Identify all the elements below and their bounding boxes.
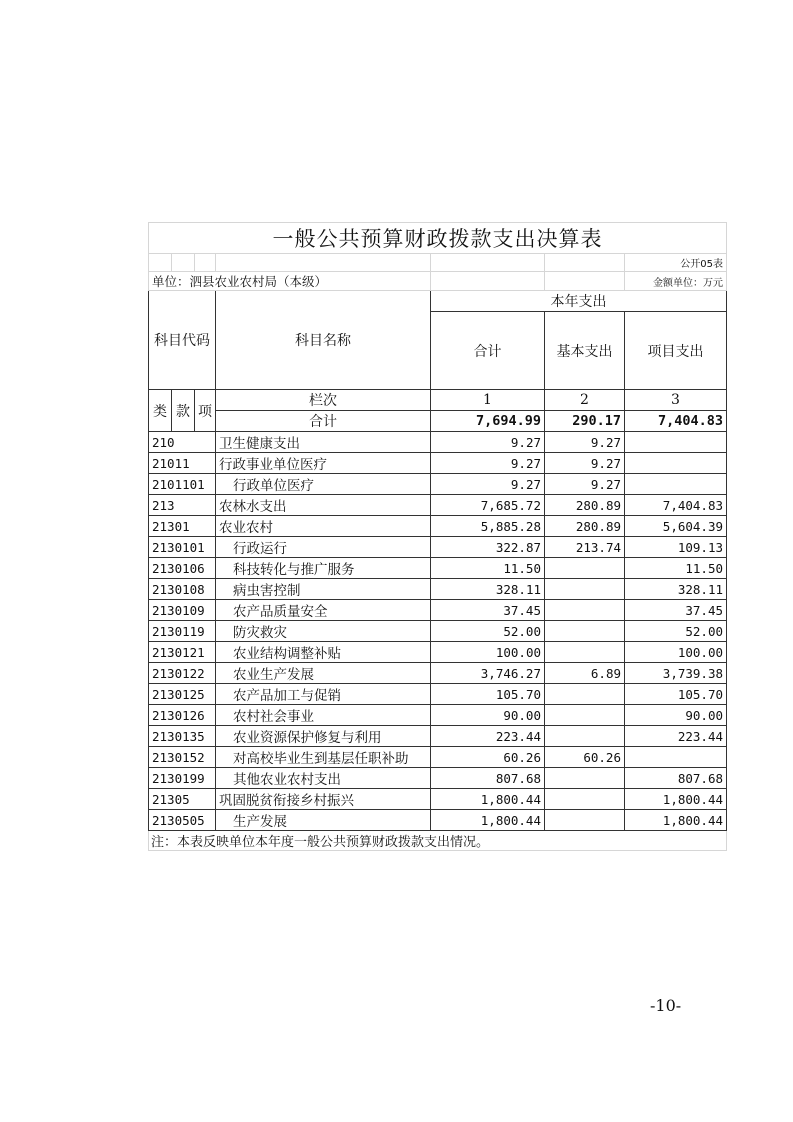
- row-name: 农林水支出: [216, 495, 431, 516]
- row-code: 21305: [149, 789, 216, 810]
- current-year-header: 本年支出: [431, 291, 727, 312]
- table-note: 注：本表反映单位本年度一般公共预算财政拨款支出情况。: [149, 831, 727, 851]
- row-basic: [545, 600, 625, 621]
- row-basic: [545, 705, 625, 726]
- row-code: 2130135: [149, 726, 216, 747]
- row-project: [625, 747, 727, 768]
- sum-label: 合计: [216, 411, 431, 432]
- row-project: 1,800.44: [625, 810, 727, 831]
- row-name: 病虫害控制: [216, 579, 431, 600]
- row-code: 2130119: [149, 621, 216, 642]
- row-total: 807.68: [431, 768, 545, 789]
- table-row: [149, 726, 727, 747]
- row-name: 农业资源保护修复与利用: [216, 726, 431, 747]
- row-project: 100.00: [625, 642, 727, 663]
- row-basic: [545, 642, 625, 663]
- basic-header: 基本支出: [545, 312, 625, 390]
- table-row: [149, 432, 727, 453]
- expenditure-table: [148, 222, 727, 851]
- row-name: 卫生健康支出: [216, 432, 431, 453]
- table-row: [149, 684, 727, 705]
- row-basic: [545, 768, 625, 789]
- table-row: [149, 558, 727, 579]
- row-basic: 60.26: [545, 747, 625, 768]
- column-3: 3: [625, 390, 727, 411]
- row-total: 223.44: [431, 726, 545, 747]
- row-name: 农产品质量安全: [216, 600, 431, 621]
- row-code: 21301: [149, 516, 216, 537]
- row-basic: 9.27: [545, 453, 625, 474]
- row-project: 90.00: [625, 705, 727, 726]
- row-total: 9.27: [431, 474, 545, 495]
- row-basic: 213.74: [545, 537, 625, 558]
- row-total: 1,800.44: [431, 810, 545, 831]
- row-code: 2130108: [149, 579, 216, 600]
- row-basic: 9.27: [545, 432, 625, 453]
- column-1: 1: [431, 390, 545, 411]
- row-name: 农产品加工与促销: [216, 684, 431, 705]
- row-basic: 280.89: [545, 516, 625, 537]
- row-basic: [545, 621, 625, 642]
- row-basic: 9.27: [545, 474, 625, 495]
- row-code: 210: [149, 432, 216, 453]
- table-row: [149, 537, 727, 558]
- row-project: 3,739.38: [625, 663, 727, 684]
- lei-header: 类: [149, 390, 172, 432]
- row-project: 109.13: [625, 537, 727, 558]
- row-name: 生产发展: [216, 810, 431, 831]
- row-total: 52.00: [431, 621, 545, 642]
- row-basic: [545, 726, 625, 747]
- row-project: [625, 432, 727, 453]
- xiang-header: 项: [195, 390, 216, 432]
- table-row: [149, 621, 727, 642]
- row-project: 1,800.44: [625, 789, 727, 810]
- project-header: 项目支出: [625, 312, 727, 390]
- row-project: 52.00: [625, 621, 727, 642]
- row-code: 2130106: [149, 558, 216, 579]
- row-total: 5,885.28: [431, 516, 545, 537]
- table-row: [149, 474, 727, 495]
- row-project: [625, 474, 727, 495]
- row-name: 行政运行: [216, 537, 431, 558]
- row-project: 11.50: [625, 558, 727, 579]
- row-basic: [545, 789, 625, 810]
- row-basic: 6.89: [545, 663, 625, 684]
- row-code: 2130126: [149, 705, 216, 726]
- row-code: 21011: [149, 453, 216, 474]
- row-total: 60.26: [431, 747, 545, 768]
- row-total: 100.00: [431, 642, 545, 663]
- table-row: [149, 453, 727, 474]
- row-name: 农村社会事业: [216, 705, 431, 726]
- row-name: 行政单位医疗: [216, 474, 431, 495]
- table-row: [149, 747, 727, 768]
- kuan-header: 款: [172, 390, 195, 432]
- row-code: 213: [149, 495, 216, 516]
- row-total: 90.00: [431, 705, 545, 726]
- unit-label: 单位：泗县农业农村局（本级）: [149, 272, 431, 291]
- total-header: 合计: [431, 312, 545, 390]
- row-total: 11.50: [431, 558, 545, 579]
- row-name: 农业结构调整补贴: [216, 642, 431, 663]
- row-name: 农业农村: [216, 516, 431, 537]
- row-code: 2130505: [149, 810, 216, 831]
- row-basic: [545, 558, 625, 579]
- table-row: [149, 663, 727, 684]
- table-row: [149, 579, 727, 600]
- table-row: [149, 642, 727, 663]
- table-row: [149, 810, 727, 831]
- row-total: 328.11: [431, 579, 545, 600]
- row-code: 2130122: [149, 663, 216, 684]
- table-row: [149, 600, 727, 621]
- form-number: 公开05表: [625, 254, 727, 272]
- row-name: 巩固脱贫衔接乡村振兴: [216, 789, 431, 810]
- column-no-label: 栏次: [216, 390, 431, 411]
- sum-project: 7,404.83: [625, 411, 727, 432]
- sum-total: 7,694.99: [431, 411, 545, 432]
- row-basic: [545, 579, 625, 600]
- amount-unit: 金额单位：万元: [625, 272, 727, 291]
- subject-code-header: 科目代码: [149, 291, 216, 390]
- page-number: -10-: [650, 996, 682, 1015]
- row-code: 2130121: [149, 642, 216, 663]
- row-total: 1,800.44: [431, 789, 545, 810]
- sum-basic: 290.17: [545, 411, 625, 432]
- row-project: 223.44: [625, 726, 727, 747]
- table-row: [149, 516, 727, 537]
- row-project: 5,604.39: [625, 516, 727, 537]
- row-code: 2101101: [149, 474, 216, 495]
- row-name: 农业生产发展: [216, 663, 431, 684]
- row-basic: [545, 684, 625, 705]
- column-2: 2: [545, 390, 625, 411]
- row-code: 2130101: [149, 537, 216, 558]
- row-total: 9.27: [431, 432, 545, 453]
- row-project: 7,404.83: [625, 495, 727, 516]
- row-name: 其他农业农村支出: [216, 768, 431, 789]
- table-row: [149, 768, 727, 789]
- subject-name-header: 科目名称: [216, 291, 431, 390]
- row-code: 2130199: [149, 768, 216, 789]
- row-project: [625, 453, 727, 474]
- table-row: [149, 495, 727, 516]
- row-total: 3,746.27: [431, 663, 545, 684]
- row-name: 防灾救灾: [216, 621, 431, 642]
- table-title: 一般公共预算财政拨款支出决算表: [149, 223, 727, 254]
- row-name: 对高校毕业生到基层任职补助: [216, 747, 431, 768]
- row-code: 2130152: [149, 747, 216, 768]
- row-basic: 280.89: [545, 495, 625, 516]
- row-total: 37.45: [431, 600, 545, 621]
- row-code: 2130109: [149, 600, 216, 621]
- row-total: 322.87: [431, 537, 545, 558]
- row-code: 2130125: [149, 684, 216, 705]
- row-total: 105.70: [431, 684, 545, 705]
- row-project: 807.68: [625, 768, 727, 789]
- row-total: 7,685.72: [431, 495, 545, 516]
- row-total: 9.27: [431, 453, 545, 474]
- row-project: 328.11: [625, 579, 727, 600]
- row-project: 105.70: [625, 684, 727, 705]
- row-name: 科技转化与推广服务: [216, 558, 431, 579]
- table-row: [149, 789, 727, 810]
- row-name: 行政事业单位医疗: [216, 453, 431, 474]
- row-project: 37.45: [625, 600, 727, 621]
- expenditure-sheet: [148, 222, 726, 851]
- table-row: [149, 705, 727, 726]
- row-basic: [545, 810, 625, 831]
